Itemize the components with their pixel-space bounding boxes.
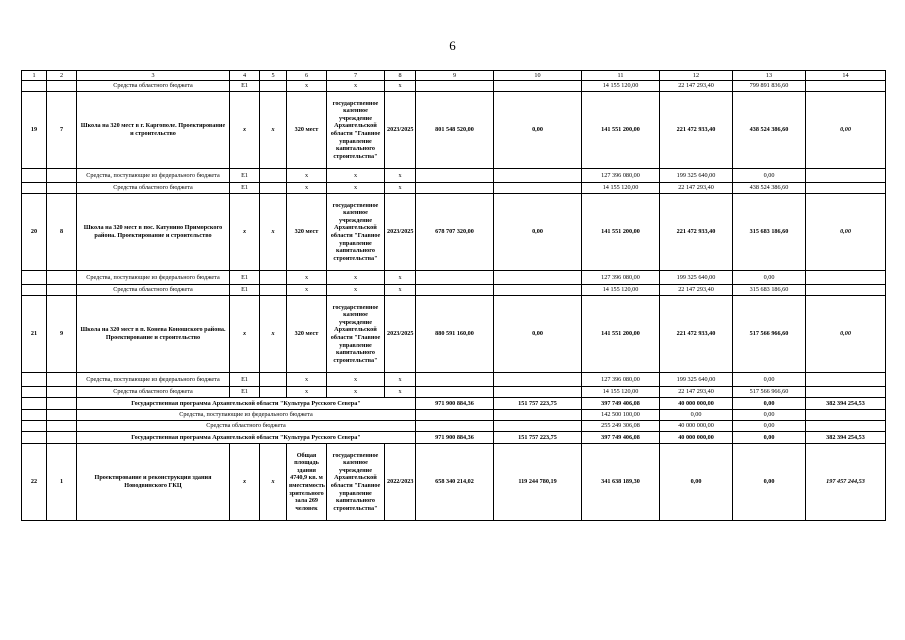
table-cell: 315 683 186,60 [733, 285, 806, 296]
table-cell [416, 410, 494, 421]
header-row [22, 71, 886, 81]
table-cell [416, 271, 494, 285]
row-number: 19 [22, 92, 47, 169]
table-cell [806, 421, 886, 432]
table-row [22, 444, 886, 521]
table-cell: 382 394 254,53 [806, 398, 886, 410]
organization-cell: государственное казенное учреждение Архангельской области "Главное управление капитального строительства" [327, 296, 385, 373]
table-cell: 14 155 120,00 [582, 183, 660, 194]
table-cell: x [287, 387, 327, 398]
table-cell: x [327, 285, 385, 296]
table-cell: x [327, 373, 385, 387]
program-title: Государственная программа Архангельской области "Культура Русского Севера" [77, 398, 416, 410]
table-cell: 255 249 306,08 [582, 421, 660, 432]
table-cell: x [260, 92, 287, 169]
table-cell: 341 638 189,30 [582, 444, 660, 521]
table-cell: 382 394 254,53 [806, 432, 886, 444]
table-cell [416, 81, 494, 92]
table-cell: 14 155 120,00 [582, 81, 660, 92]
table-cell: 438 524 386,60 [733, 183, 806, 194]
table-cell: 22 147 293,40 [660, 183, 733, 194]
table-cell [494, 387, 582, 398]
row-label: Средства областного бюджета [77, 81, 230, 92]
budget-table [21, 70, 886, 521]
row-label: Средства областного бюджета [77, 285, 230, 296]
table-row [22, 183, 886, 194]
table-row [22, 421, 886, 432]
header-cell: 7 [327, 71, 385, 81]
table-cell [806, 410, 886, 421]
table-cell: x [287, 285, 327, 296]
table-cell: 40 000 000,00 [660, 398, 733, 410]
table-cell: 0,00 [733, 410, 806, 421]
table-cell [806, 271, 886, 285]
table-cell: 141 551 200,00 [582, 92, 660, 169]
header-cell: 11 [582, 71, 660, 81]
table-cell: 141 551 200,00 [582, 296, 660, 373]
table-cell: E1 [230, 81, 260, 92]
table-cell: x [327, 169, 385, 183]
organization-cell: государственное казенное учреждение Архангельской области "Главное управление капитального строительства" [327, 92, 385, 169]
table-cell: 221 472 933,40 [660, 194, 733, 271]
table-row [22, 410, 886, 421]
table-cell: x [385, 271, 416, 285]
row-subnumber: 1 [47, 444, 77, 521]
table-cell: 22 147 293,40 [660, 285, 733, 296]
table-cell: 397 749 406,08 [582, 432, 660, 444]
table-cell [494, 410, 582, 421]
row-label: Средства, поступающие из федерального бюджета [77, 373, 230, 387]
header-cell: 10 [494, 71, 582, 81]
table-cell [494, 169, 582, 183]
table-cell: x [260, 194, 287, 271]
table-row [22, 81, 886, 92]
table-cell: 127 396 080,00 [582, 271, 660, 285]
table-cell [416, 169, 494, 183]
table-cell: x [287, 373, 327, 387]
table-cell: 397 749 406,08 [582, 398, 660, 410]
row-label: Средства, поступающие из федерального бюджета [77, 169, 230, 183]
table-cell: 142 500 100,00 [582, 410, 660, 421]
table-cell: 0,00 [733, 169, 806, 183]
table-cell [806, 387, 886, 398]
table-cell [416, 421, 494, 432]
table-cell: x [327, 81, 385, 92]
table-cell: x [230, 194, 260, 271]
table-cell: x [327, 271, 385, 285]
table-cell: 0,00 [733, 432, 806, 444]
table-cell: 119 244 780,19 [494, 444, 582, 521]
table-cell: x [385, 81, 416, 92]
table-cell: x [385, 183, 416, 194]
table-cell: 517 566 966,60 [733, 296, 806, 373]
table-cell [416, 387, 494, 398]
table-cell: 0,00 [733, 398, 806, 410]
table-cell [806, 285, 886, 296]
table-cell: 320 мест [287, 92, 327, 169]
table-cell [806, 169, 886, 183]
row-label: Школа на 320 мест в г. Каргополе. Проектирование и строительство [77, 92, 230, 169]
table-cell: 197 457 244,53 [806, 444, 886, 521]
organization-cell: государственное казенное учреждение Архангельской области "Главное управление капитального строительства" [327, 194, 385, 271]
table-cell: 127 396 080,00 [582, 169, 660, 183]
table-cell: 0,00 [494, 92, 582, 169]
header-cell: 4 [230, 71, 260, 81]
row-label: Проектирование и реконструкция здания Новодвинского ГКЦ [77, 444, 230, 521]
table-body [22, 71, 886, 521]
table-row [22, 92, 886, 169]
table-row [22, 285, 886, 296]
table-cell: 22 147 293,40 [660, 387, 733, 398]
table-cell: 0,00 [806, 194, 886, 271]
table-cell: 40 000 000,00 [660, 421, 733, 432]
table-cell [494, 373, 582, 387]
table-cell: 2023/2025 [385, 194, 416, 271]
header-cell: 8 [385, 71, 416, 81]
row-label: Школа на 320 мест в п. Конева Коношского района. Проектирование и строительство [77, 296, 230, 373]
table-cell: Общая площадь здания 4740,9 кв. м вместимость зрительного зала 269 человек [287, 444, 327, 521]
table-cell: 0,00 [660, 444, 733, 521]
table-cell: x [385, 387, 416, 398]
table-cell: x [287, 183, 327, 194]
program-total-row [22, 398, 886, 410]
table-cell: 801 548 520,00 [416, 92, 494, 169]
table-cell: 320 мест [287, 296, 327, 373]
table-cell [806, 183, 886, 194]
table-cell: 14 155 120,00 [582, 285, 660, 296]
row-label: Средства областного бюджета [77, 183, 230, 194]
table-cell: 2023/2025 [385, 296, 416, 373]
table-cell: x [230, 444, 260, 521]
table-cell: x [230, 296, 260, 373]
header-cell: 13 [733, 71, 806, 81]
table-cell: x [385, 373, 416, 387]
table-cell [494, 183, 582, 194]
table-cell: 0,00 [806, 296, 886, 373]
table-cell: 221 472 933,40 [660, 296, 733, 373]
organization-cell: государственное казенное учреждение Архангельской области "Главное управление капитального строительства" [327, 444, 385, 521]
table-cell: 315 683 186,60 [733, 194, 806, 271]
table-cell: 678 707 320,00 [416, 194, 494, 271]
row-number: 22 [22, 444, 47, 521]
page-number: 6 [449, 38, 456, 53]
table-cell: 199 325 640,00 [660, 373, 733, 387]
table-row [22, 194, 886, 271]
table-cell: 0,00 [733, 373, 806, 387]
table-cell: 658 340 214,02 [416, 444, 494, 521]
row-number: 21 [22, 296, 47, 373]
table-row [22, 169, 886, 183]
table-cell [416, 183, 494, 194]
table-row [22, 296, 886, 373]
table-row [22, 271, 886, 285]
row-subnumber: 8 [47, 194, 77, 271]
table-cell: 971 900 884,36 [416, 398, 494, 410]
table-cell: 2023/2025 [385, 92, 416, 169]
table-cell: 14 155 120,00 [582, 387, 660, 398]
table-cell: E1 [230, 271, 260, 285]
table-cell: 221 472 933,40 [660, 92, 733, 169]
table-cell: 971 900 884,36 [416, 432, 494, 444]
table-cell: 199 325 640,00 [660, 271, 733, 285]
row-subnumber: 9 [47, 296, 77, 373]
table-cell [494, 271, 582, 285]
table-cell: 320 мест [287, 194, 327, 271]
table-cell: 199 325 640,00 [660, 169, 733, 183]
header-cell: 5 [260, 71, 287, 81]
row-label: Средства, поступающие из федерального бюджета [77, 271, 230, 285]
table-cell: 0,00 [806, 92, 886, 169]
table-cell: 0,00 [494, 194, 582, 271]
table-cell: 438 524 386,60 [733, 92, 806, 169]
table-cell [494, 81, 582, 92]
table-cell: 0,00 [733, 444, 806, 521]
table-cell: 151 757 223,75 [494, 398, 582, 410]
row-label: Средства, поступающие из федерального бюджета [77, 410, 416, 421]
table-cell: E1 [230, 387, 260, 398]
table-cell: 22 147 293,40 [660, 81, 733, 92]
row-number: 20 [22, 194, 47, 271]
table-cell: 799 891 836,60 [733, 81, 806, 92]
table-cell: 127 396 080,00 [582, 373, 660, 387]
header-cell: 6 [287, 71, 327, 81]
table-cell [416, 285, 494, 296]
table-cell: x [327, 183, 385, 194]
table-cell: 2022/2023 [385, 444, 416, 521]
header-cell: 9 [416, 71, 494, 81]
table-cell: 517 566 966,60 [733, 387, 806, 398]
header-cell: 2 [47, 71, 77, 81]
header-cell: 3 [77, 71, 230, 81]
table-cell: x [287, 81, 327, 92]
table-cell: 151 757 223,75 [494, 432, 582, 444]
table-cell: 0,00 [733, 271, 806, 285]
table-cell: x [385, 169, 416, 183]
table-row [22, 373, 886, 387]
table-cell: 0,00 [494, 296, 582, 373]
table-cell: 0,00 [660, 410, 733, 421]
table-cell: E1 [230, 285, 260, 296]
row-label: Средства областного бюджета [77, 421, 416, 432]
table-cell: 40 000 000,00 [660, 432, 733, 444]
table-cell: x [260, 296, 287, 373]
program-total-row [22, 432, 886, 444]
table-cell [416, 373, 494, 387]
table-cell: x [230, 92, 260, 169]
table-cell [806, 373, 886, 387]
table-cell: E1 [230, 183, 260, 194]
table-cell: E1 [230, 169, 260, 183]
row-subnumber: 7 [47, 92, 77, 169]
table-cell: 0,00 [733, 421, 806, 432]
table-cell: x [260, 444, 287, 521]
table-cell: x [287, 271, 327, 285]
table-cell: E1 [230, 373, 260, 387]
header-cell: 1 [22, 71, 47, 81]
table-cell: 880 591 160,00 [416, 296, 494, 373]
header-cell: 14 [806, 71, 886, 81]
table-cell [494, 285, 582, 296]
table-cell: 141 551 200,00 [582, 194, 660, 271]
row-label: Средства областного бюджета [77, 387, 230, 398]
table-cell: x [287, 169, 327, 183]
table-row [22, 387, 886, 398]
header-cell: 12 [660, 71, 733, 81]
table-cell [494, 421, 582, 432]
table-cell: x [385, 285, 416, 296]
table-cell [806, 81, 886, 92]
row-label: Школа на 320 мест в пос. Катунино Приморского района. Проектирование и строительство [77, 194, 230, 271]
table-cell: x [327, 387, 385, 398]
program-title: Государственная программа Архангельской области "Культура Русского Севера" [77, 432, 416, 444]
